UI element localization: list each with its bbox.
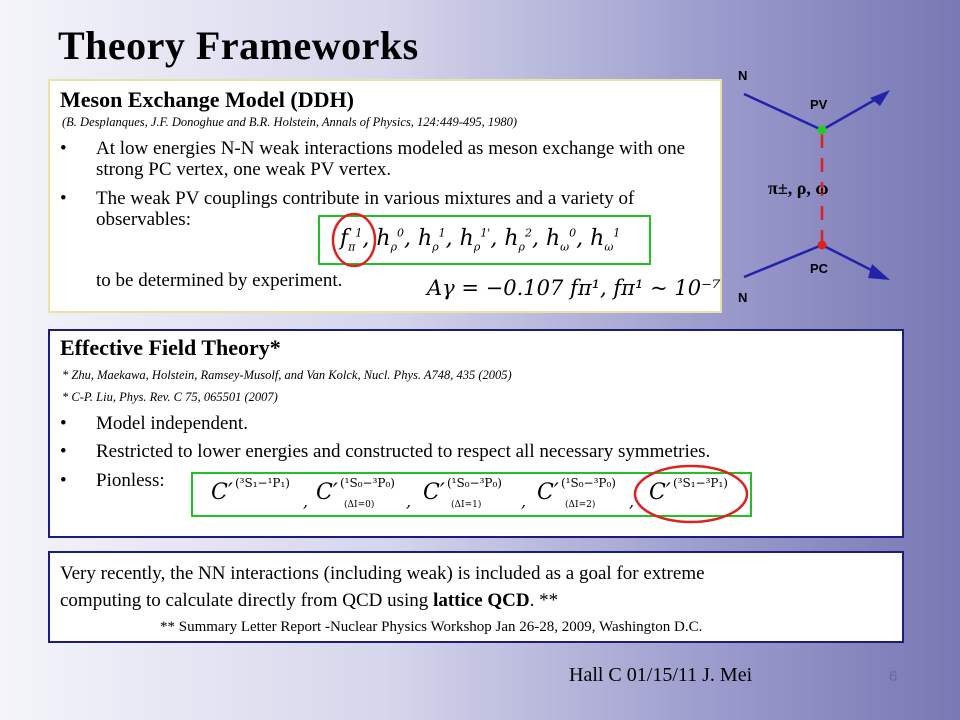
label-mesons: π±, ρ, ω	[768, 178, 829, 198]
highlight-circle-operator	[631, 462, 751, 526]
eft-bullet-2-text: Restricted to lower energies and constructed to respect all necessary symmetries.	[96, 441, 711, 462]
bullet-dot: •	[60, 441, 67, 462]
operator-term: C′ (³S₁−¹P₁) ,	[211, 476, 309, 511]
arrow-icon	[870, 90, 890, 106]
eft-bullet-1-text: Model independent.	[96, 413, 248, 434]
operator-term: C′ (¹S₀−³P₀) (ΔI=2) ,	[537, 476, 635, 511]
arrow-icon	[868, 264, 890, 280]
lattice-footnote: ** Summary Letter Report -Nuclear Physics Workshop Jan 26-28, 2009, Washington D.C.	[160, 619, 703, 635]
slide-title: Theory Frameworks	[58, 23, 419, 68]
label-n-top: N	[738, 68, 748, 83]
meson-heading: Meson Exchange Model (DDH)	[60, 87, 354, 112]
eft-heading: Effective Field Theory*	[60, 335, 281, 360]
bullet-dot: •	[60, 413, 67, 434]
eft-bullet-3-text: Pionless:	[96, 470, 165, 491]
label-pc: PC	[810, 261, 829, 276]
eft-reference-2: * C-P. Liu, Phys. Rev. C 75, 065501 (2007)	[62, 390, 278, 404]
operator-term: C′ (¹S₀−³P₀) (ΔI=0) ,	[316, 476, 412, 511]
pc-vertex-dot	[818, 241, 827, 250]
asymmetry-equation: Aγ = −0.107 fπ¹, fπ¹ ~ 10⁻⁷	[427, 276, 721, 300]
lattice-line-2: computing to calculate directly from QCD using lattice QCD. **	[60, 590, 559, 611]
couplings-equation: $f_\pi^1$, $h_\rho^0$, $h_\rho^1$, $h_\rho^{1'}$, $h_\rho^2$, $h_\omega^0$, $h_\omega^1$	[340, 226, 621, 254]
page-number: 6	[889, 668, 898, 685]
label-pv: PV	[810, 97, 828, 112]
bullet-dot: •	[60, 138, 67, 159]
label-n-bottom: N	[738, 290, 748, 305]
bullet-dot: •	[60, 188, 67, 209]
lattice-qcd-bold: lattice QCD	[433, 590, 530, 611]
highlight-circle-fpi	[330, 211, 380, 269]
slide-footer: Hall C 01/15/11 J. Mei	[569, 664, 753, 686]
lattice-line-1: Very recently, the NN interactions (including weak) is included as a goal for extreme	[60, 563, 705, 584]
pv-vertex-dot	[818, 126, 827, 135]
lattice-qcd-box	[48, 551, 904, 643]
operator-term: C′ (¹S₀−³P₀) (ΔI=1) ,	[423, 476, 527, 511]
determined-text: to be determined by experiment.	[96, 270, 343, 291]
operator-term: C′ (³S₁−³P₁)	[649, 476, 728, 505]
meson-bullet-1-text: At low energies N-N weak interactions modeled as meson exchange with one strong PC vertex, one weak PV vertex.	[96, 138, 685, 180]
bullet-dot: •	[60, 470, 67, 491]
eft-reference-1: * Zhu, Maekawa, Holstein, Ramsey-Musolf, and Van Kolck, Nucl. Phys. A748, 435 (2005)	[62, 368, 512, 382]
meson-bullet-2-text: The weak PV couplings contribute in various mixtures and a variety of observables:	[96, 188, 635, 230]
meson-reference: (B. Desplanques, J.F. Donoghue and B.R. Holstein, Annals of Physics, 124:449-495, 1980)	[62, 115, 518, 129]
